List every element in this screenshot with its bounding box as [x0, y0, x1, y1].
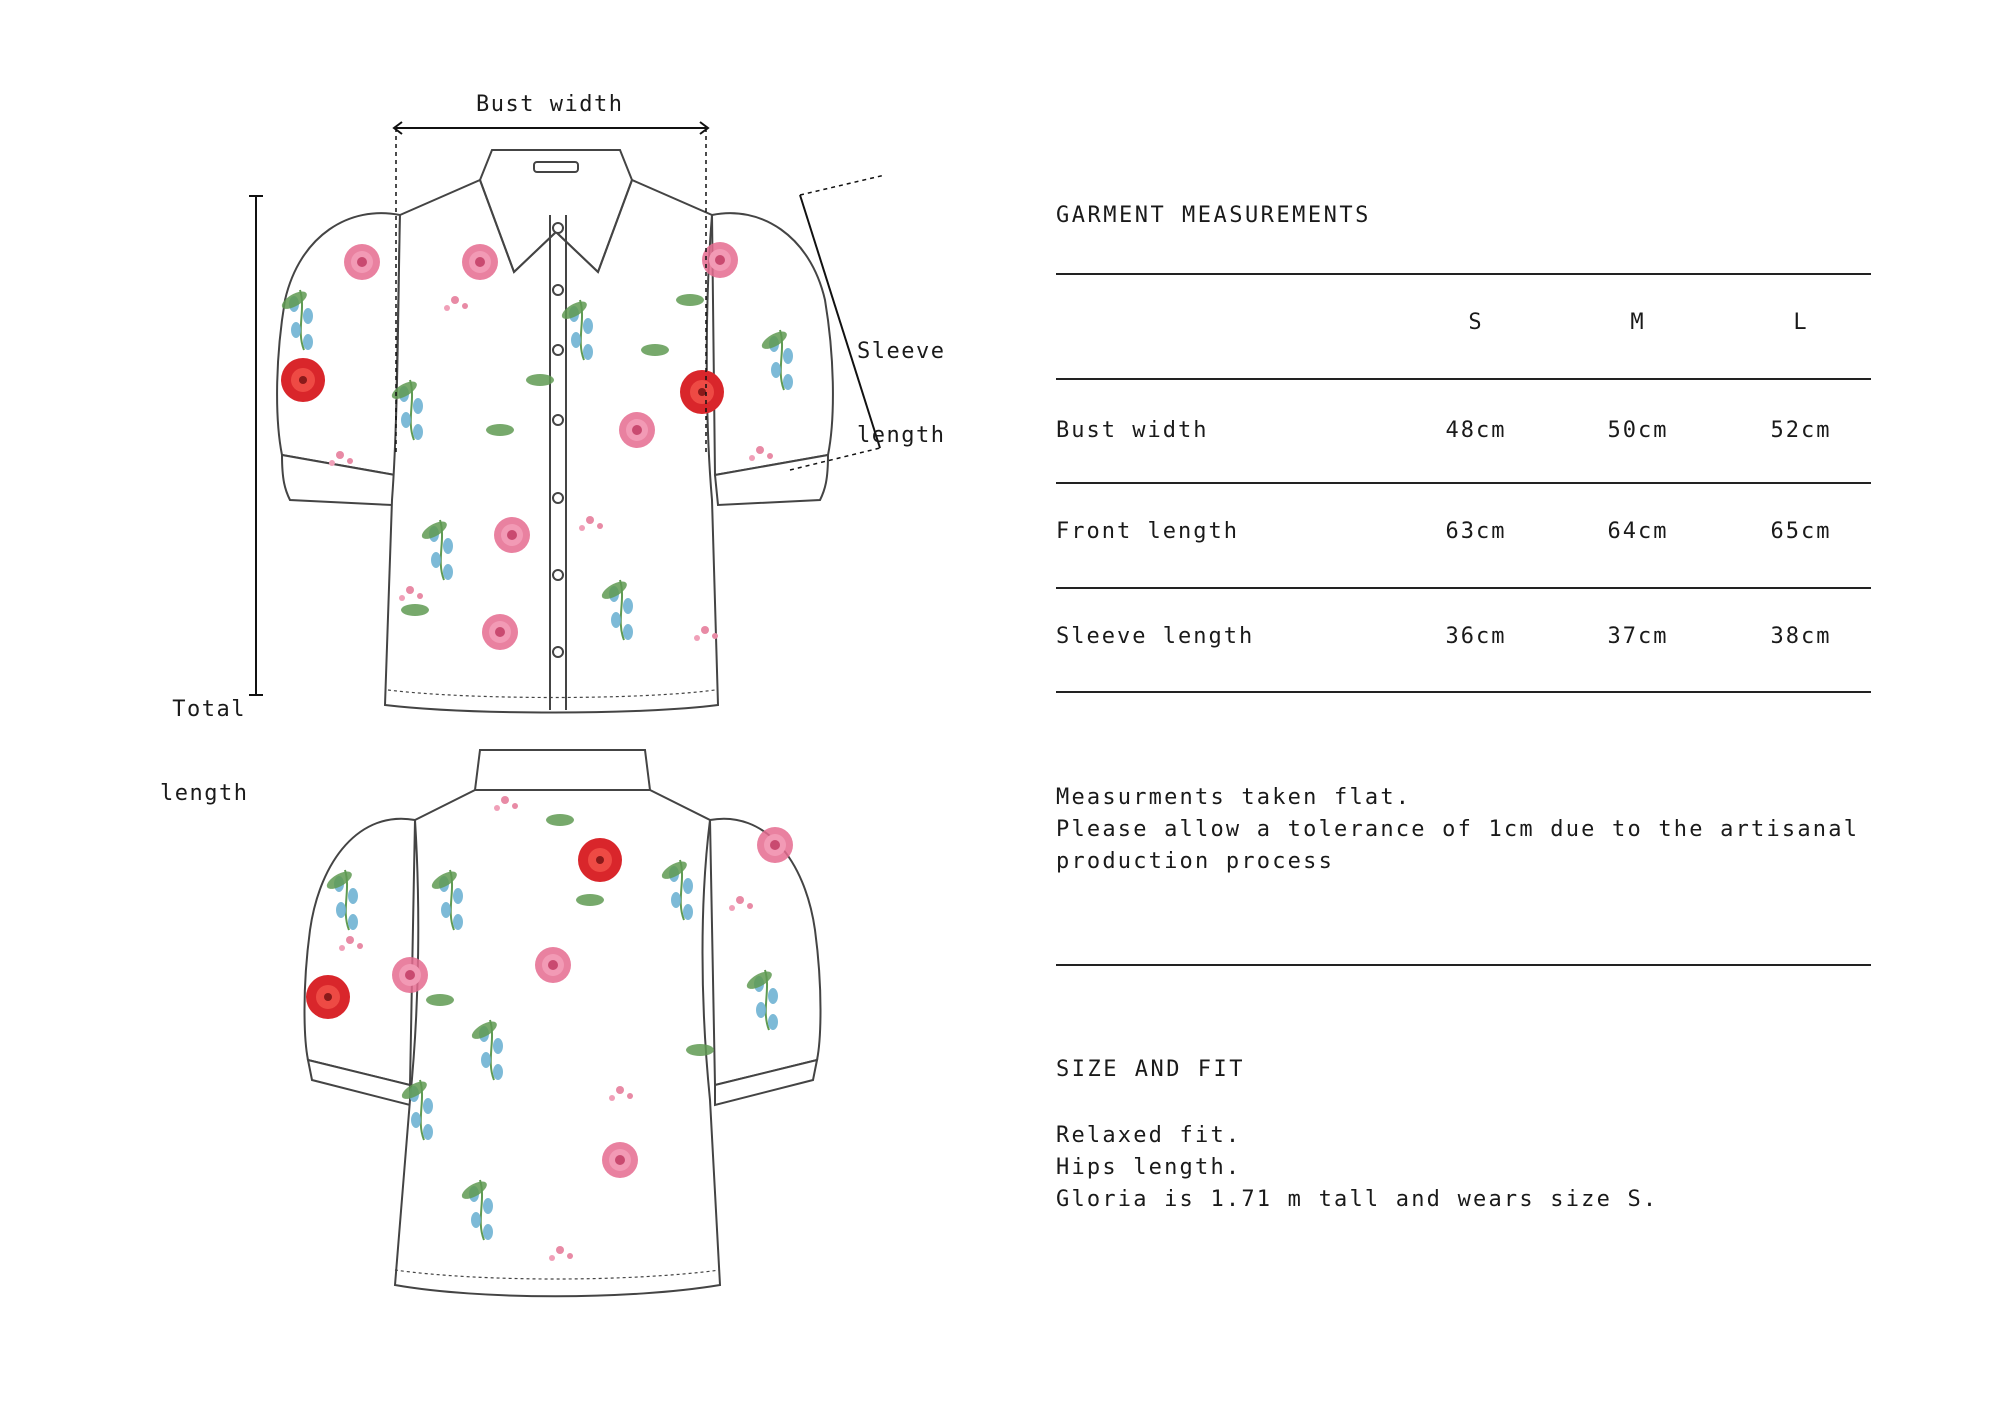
- total-length-label-line2: length: [160, 781, 249, 806]
- back-view: [305, 750, 821, 1296]
- table-rule-header: [1056, 378, 1871, 380]
- cell-sleeve-s: 36cm: [1445, 624, 1507, 649]
- sleeve-length-label-line2: length: [857, 423, 946, 448]
- section-divider: [1056, 964, 1871, 966]
- cell-front-s: 63cm: [1445, 519, 1507, 544]
- garment-measurements-heading: GARMENT MEASUREMENTS: [1056, 203, 1371, 228]
- table-rule-bottom: [1056, 691, 1871, 693]
- sleeve-length-label-line1: Sleeve: [857, 339, 946, 364]
- cell-front-m: 64cm: [1607, 519, 1669, 544]
- table-rule-1: [1056, 482, 1871, 484]
- size-header-l: L: [1793, 310, 1809, 335]
- fit-line-2: Hips length.: [1056, 1155, 1242, 1180]
- row-label-sleeve-length: Sleeve length: [1056, 624, 1255, 649]
- note-line-3: production process: [1056, 849, 1335, 874]
- measurement-notes: [1056, 782, 1871, 878]
- fit-line-3: Gloria is 1.71 m tall and wears size S.: [1056, 1187, 1659, 1212]
- total-length-label: [160, 640, 249, 864]
- sleeve-length-label: [857, 282, 945, 506]
- fit-line-1: Relaxed fit.: [1056, 1123, 1242, 1148]
- cell-front-l: 65cm: [1770, 519, 1832, 544]
- total-length-label-line1: Total: [172, 697, 246, 722]
- cell-bust-l: 52cm: [1770, 418, 1832, 443]
- cell-bust-s: 48cm: [1445, 418, 1507, 443]
- size-header-m: M: [1630, 310, 1646, 335]
- table-rule-top: [1056, 273, 1871, 275]
- bust-width-label: Bust width: [476, 92, 624, 117]
- table-rule-2: [1056, 587, 1871, 589]
- cell-sleeve-l: 38cm: [1770, 624, 1832, 649]
- cell-sleeve-m: 37cm: [1607, 624, 1669, 649]
- size-and-fit-text: [1056, 1120, 1871, 1216]
- info-panel: [1056, 0, 1871, 1414]
- size-and-fit-heading: SIZE AND FIT: [1056, 1057, 1245, 1082]
- front-view: [277, 150, 833, 713]
- note-line-2: Please allow a tolerance of 1cm due to the artisanal: [1056, 817, 1860, 842]
- row-label-bust-width: Bust width: [1056, 418, 1209, 443]
- cell-bust-m: 50cm: [1607, 418, 1669, 443]
- row-label-front-length: Front length: [1056, 519, 1239, 544]
- size-header-s: S: [1468, 310, 1484, 335]
- note-line-1: Measurments taken flat.: [1056, 785, 1412, 810]
